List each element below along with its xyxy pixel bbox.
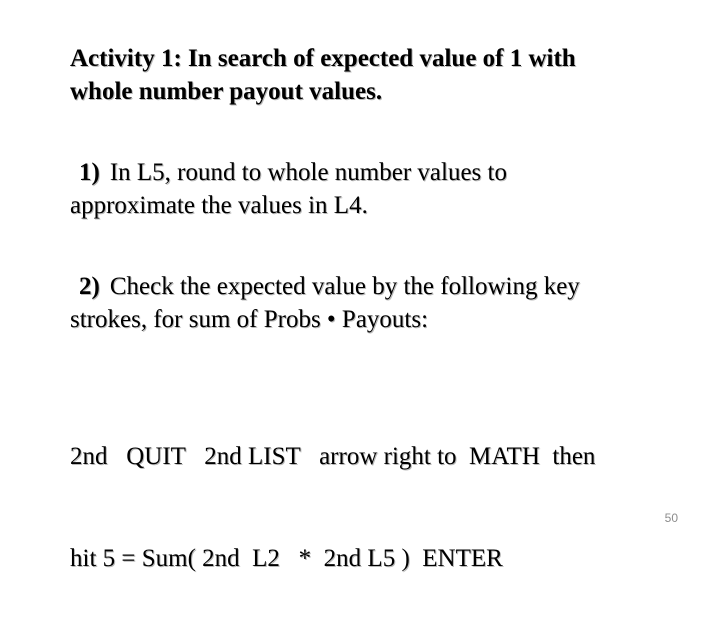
step-2-number: 2) (79, 273, 100, 300)
step-1 (70, 156, 690, 222)
keystroke-line-1: 2nd QUIT 2nd LIST arrow right to MATH then (70, 443, 596, 470)
keystroke-instructions (70, 372, 700, 644)
step-1-line-1 (70, 156, 690, 189)
slide-title-line-2: whole number payout values. (70, 78, 383, 105)
step-1-text-1: In L5, round to whole number values to (109, 159, 507, 186)
slide-title (70, 42, 690, 108)
page-number: 50 (664, 511, 678, 525)
step-2-text-1: Check the expected value by the following key (109, 273, 580, 300)
step-2 (70, 270, 690, 336)
step-1-line-2: approximate the values in L4. (70, 192, 368, 219)
slide-title-line-1: Activity 1: In search of expected value of 1 with (70, 45, 576, 72)
step-2-line-1 (70, 270, 690, 303)
step-2-line-2: strokes, for sum of Probs • Payouts: (70, 306, 429, 333)
step-1-number: 1) (79, 159, 100, 186)
keystroke-line-2: hit 5 = Sum( 2nd L2 * 2nd L5 ) ENTER (70, 545, 503, 572)
